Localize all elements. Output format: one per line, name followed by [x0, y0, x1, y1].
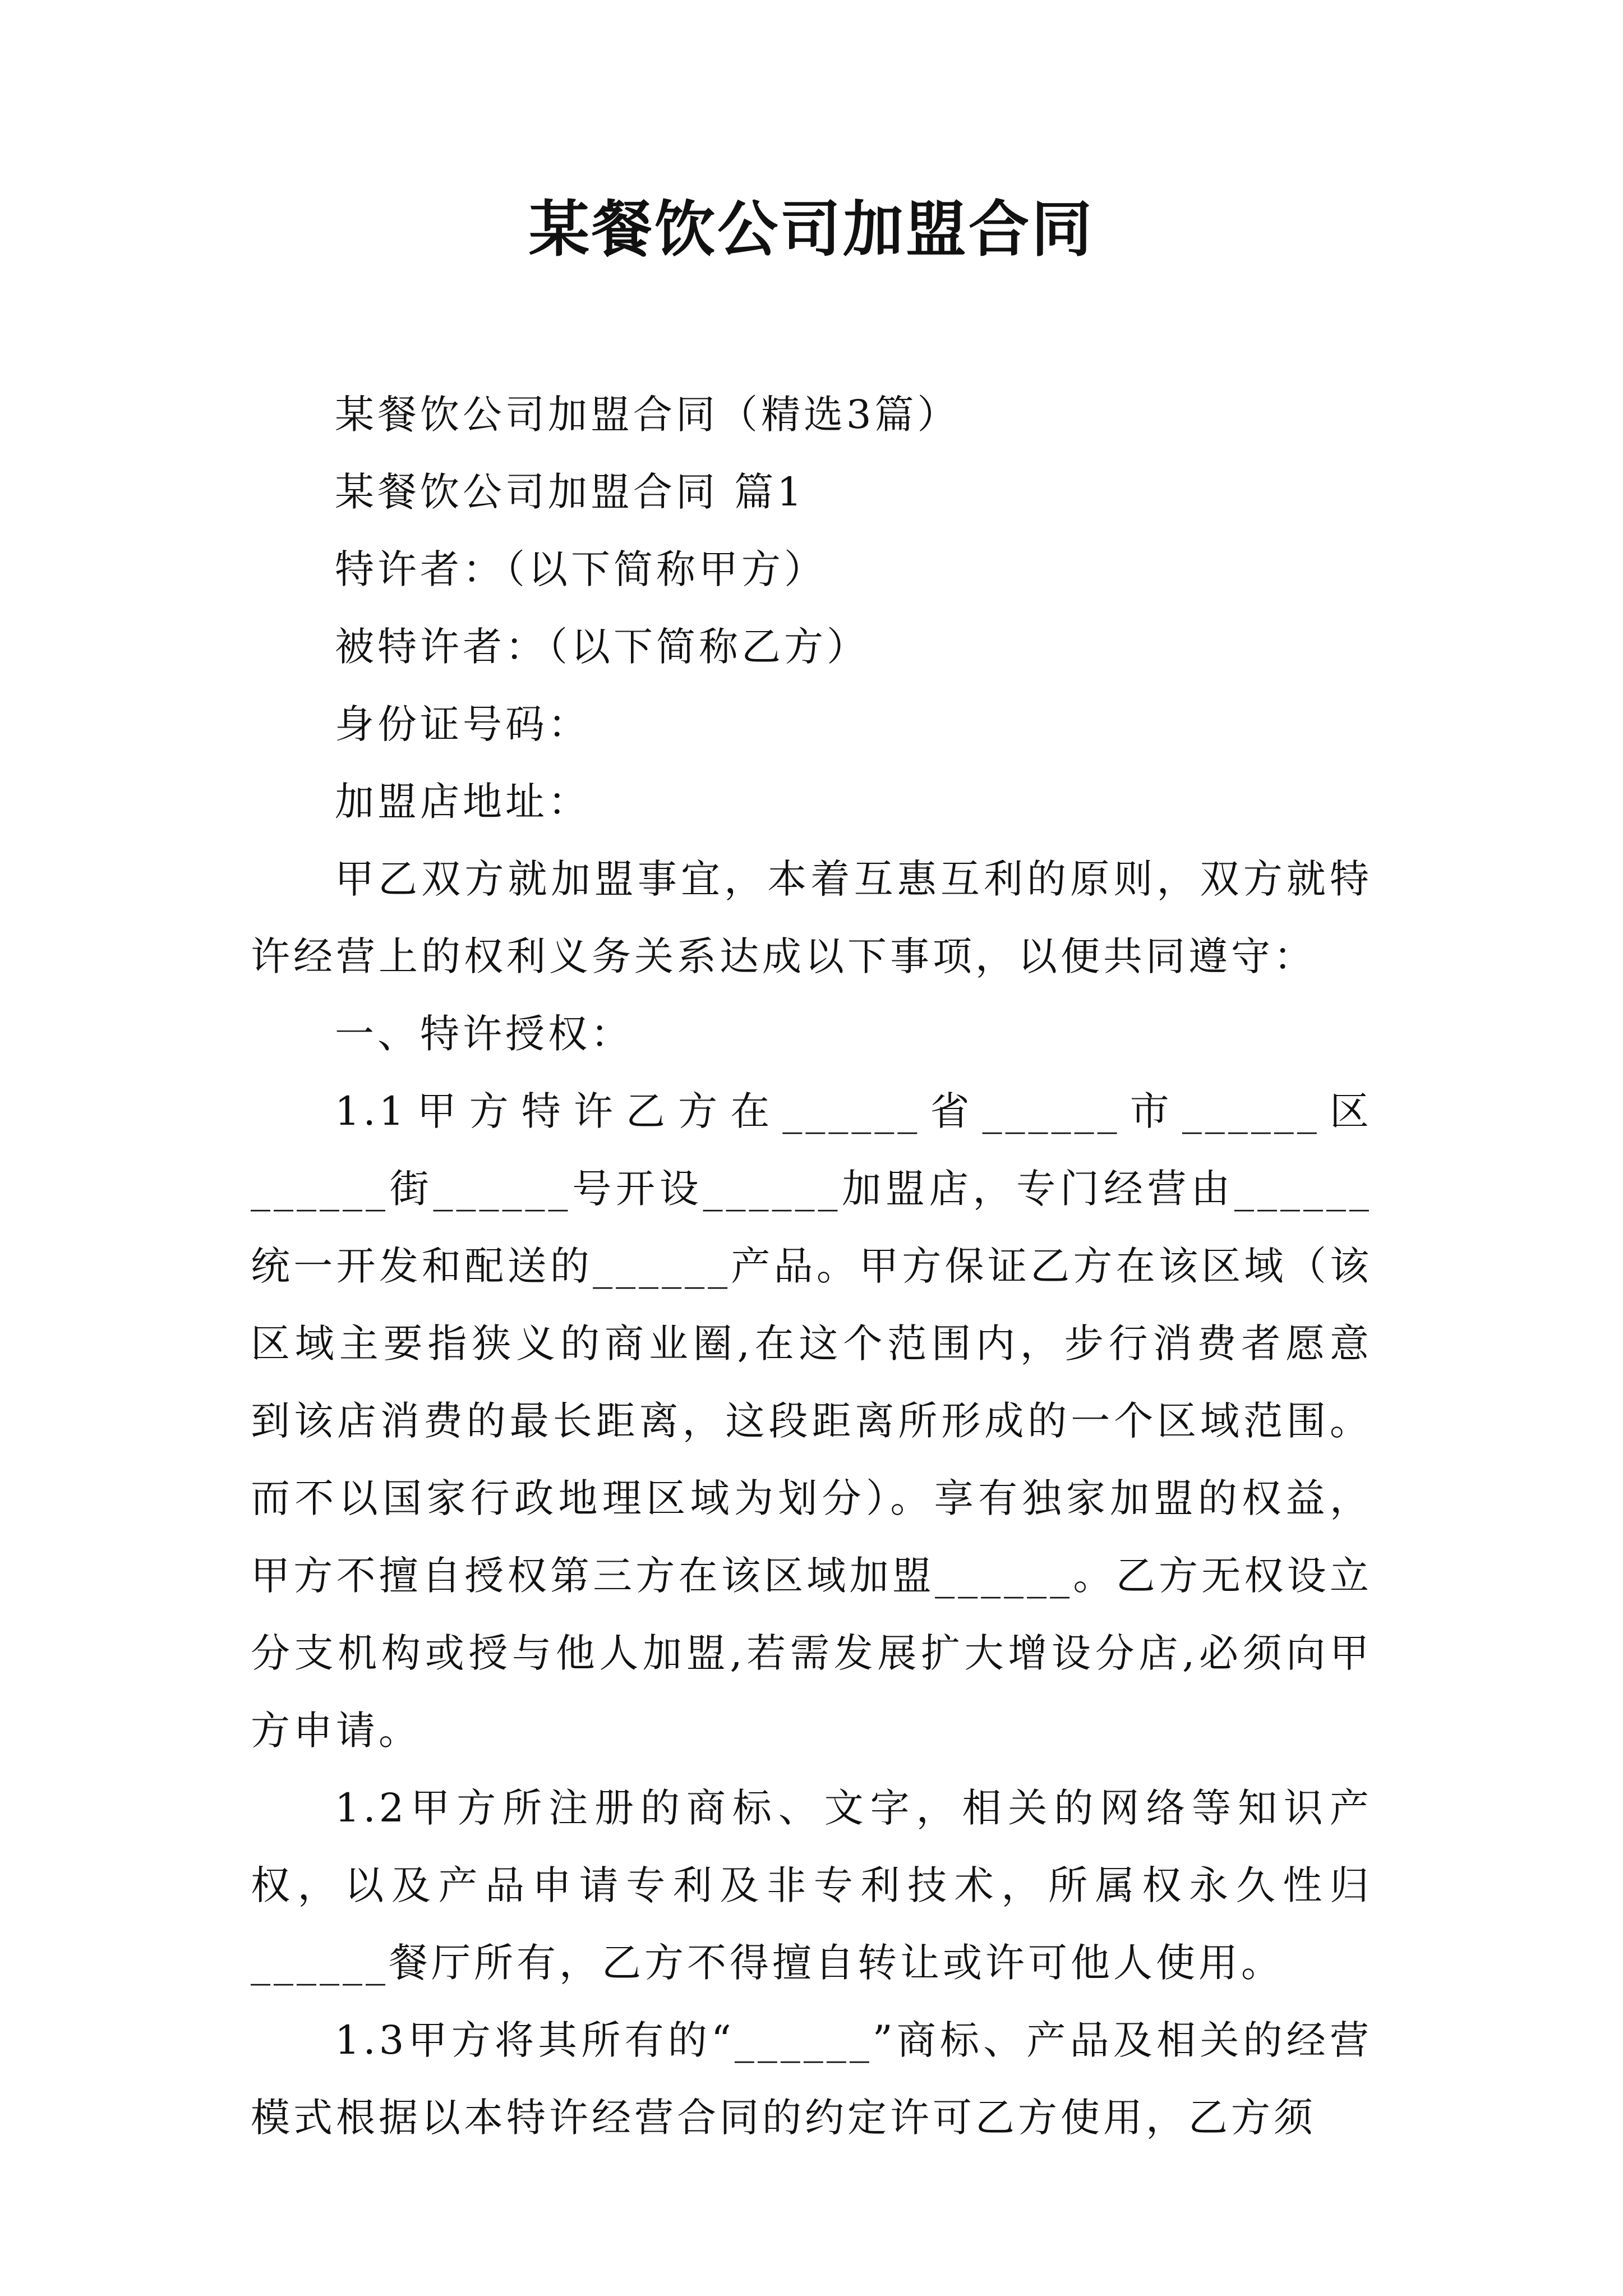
paragraph-section-heading: 一、特许授权：	[335, 1011, 633, 1057]
document-title: 某餐饮公司加盟合同	[528, 194, 1094, 265]
paragraph-subtitle: 某餐饮公司加盟合同（精选3篇）	[335, 392, 960, 438]
paragraph-franchisee: 被特许者：（以下简称乙方）	[335, 624, 869, 670]
document-body	[251, 376, 1372, 2156]
paragraph-clause-1-1: 1.1甲方特许乙方在______省______市______区______街______号开设______加盟店，专门经营由______统一开发和配送的______产品。甲方保证乙方在该区域（该区域主要指狭义的商业圈,在这个范围内，步行消费者愿意到该店消费的最长距离，这段距离所形成的一个区域范围。而不以国家行政地理区域为划分）。享有独家加盟的权益，甲方不擅自授权第三方在该区域加盟______。乙方无权设立分支机构或授与他人加盟,若需发展扩大增设分店,必须向甲方申请。	[251, 1088, 1372, 1754]
paragraph-store-address: 加盟店地址：	[335, 779, 591, 825]
paragraph-clause-1-3: 1.3甲方将其所有的“______”商标、产品及相关的经营模式根据以本特许经营合同的约定许可乙方使用，乙方须	[251, 2017, 1372, 2141]
paragraph-part-heading: 某餐饮公司加盟合同 篇1	[335, 469, 805, 515]
paragraph-franchisor: 特许者：（以下简称甲方）	[335, 546, 827, 592]
paragraph-preamble: 甲乙双方就加盟事宜，本着互惠互利的原则，双方就特许经营上的权利义务关系达成以下事项，以便共同遵守：	[251, 856, 1372, 979]
paragraph-id-number: 身份证号码：	[335, 701, 591, 747]
paragraph-clause-1-2: 1.2甲方所注册的商标、文字，相关的网络等知识产权，以及产品申请专利及非专利技术，所属权永久性归______餐厅所有，乙方不得擅自转让或许可他人使用。	[251, 1785, 1372, 1986]
